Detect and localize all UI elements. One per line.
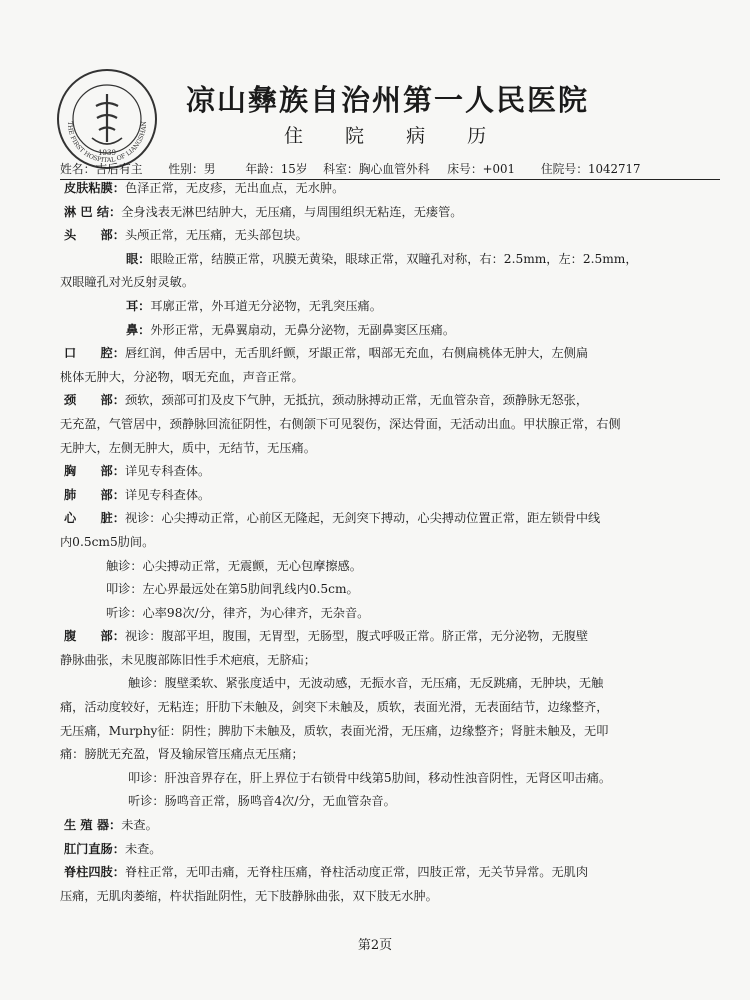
sex-label: 性别： (168, 162, 204, 176)
bed-label: 床号： (447, 162, 483, 176)
exam-line: 生 殖 器：未查。 (64, 818, 158, 833)
patient-bed: +001 (482, 162, 516, 176)
record-title: 住 院 病 历 (284, 125, 505, 147)
exam-line: 叩诊：肝浊音界存在，肝上界位于右锁骨中线第5肋间，移动性浊音阴性，无肾区叩击痛。 (128, 770, 612, 785)
exam-line: 腹 部：视诊：腹部平坦，腹围，无胃型，无肠型，腹式呼吸正常。脐正常，无分泌物，无腹壁 (64, 629, 589, 644)
exam-line: 内0.5cm5肋间。 (60, 534, 155, 549)
svg-text:1939: 1939 (98, 149, 116, 157)
dept-label: 科室： (323, 162, 359, 176)
exam-line: 颈 部：颈软，颈部可扪及皮下气肿，无抵抗，颈动脉搏动正常，无血管杂音，颈静脉无怒张， (64, 393, 589, 408)
exam-line: 耳：耳廓正常，外耳道无分泌物，无乳突压痛。 (126, 298, 382, 313)
admission-number: 1042717 (588, 162, 641, 176)
exam-line: 皮肤粘膜：色泽正常，无皮疹，无出血点，无水肿。 (64, 181, 345, 195)
exam-line: 无肿大，左侧无肿大，质中，无结节，无压痛。 (60, 440, 316, 455)
patient-age: 15岁 (280, 162, 308, 176)
exam-line: 压痛，无肌肉萎缩，杵状指趾阴性，无下肢静脉曲张，双下肢无水肿。 (60, 888, 438, 903)
exam-line: 痛，活动度较好，无粘连；肝肋下未触及，剑突下未触及，质软，表面光滑，无表面结节，边缘整齐， (60, 700, 609, 715)
exam-line: 无充盈，气管居中，颈静脉回流征阴性，右侧颌下可见裂伤，深达骨面，无活动出血。甲状腺正常，右侧 (60, 416, 621, 431)
patient-dept: 胸心血管外科 (358, 162, 430, 176)
name-label: 姓名： (60, 162, 96, 176)
exam-line: 肺 部：详见专科查体。 (64, 487, 211, 502)
exam-line: 叩诊：左心界最远处在第5肋间乳线内0.5cm。 (106, 582, 359, 597)
exam-line: 眼：眼睑正常，结膜正常，巩膜无黄染，眼球正常，双瞳孔对称，右：2.5mm，左：2.5mm， (126, 251, 638, 266)
exam-body (60, 177, 724, 908)
exam-line: 脊柱四肢：脊柱正常，无叩击痛，无脊柱压痛，脊柱活动度正常，四肢正常，无关节异常。无肌肉 (64, 865, 589, 880)
exam-line: 听诊：肠鸣音正常，肠鸣音4次/分，无血管杂音。 (128, 794, 396, 809)
exam-line: 胸 部：详见专科查体。 (64, 464, 211, 479)
exam-line: 桃体无肿大，分泌物，咽无充血，声音正常。 (60, 369, 304, 384)
exam-line: 心 脏：视诊：心尖搏动正常，心前区无隆起，无剑突下搏动，心尖搏动位置正常，距左锁骨中线 (64, 511, 601, 526)
patient-sex: 男 (203, 162, 216, 176)
exam-line: 口 腔：唇红润，伸舌居中，无舌肌纤颤，牙龈正常，咽部无充血，右侧扁桃体无肿大，左侧扁 (64, 346, 589, 361)
exam-line: 听诊：心率98次/分，律齐，为心律齐，无杂音。 (106, 605, 370, 620)
svg-text:THE FIRST HOSPITAL OF LIANGSHA: THE FIRST HOSPITAL OF LIANGSHAN (65, 121, 149, 165)
page-number: 第2页 (357, 938, 393, 953)
exam-line: 痛：膀胱无充盈，肾及输尿管压痛点无压痛； (60, 747, 304, 762)
admit-label: 住院号： (540, 162, 589, 176)
exam-line: 双眼瞳孔对光反射灵敏。 (60, 275, 195, 290)
exam-line: 肛门直肠：未查。 (64, 841, 162, 856)
exam-line: 静脉曲张，未见腹部陈旧性手术疤痕，无脐疝； (60, 652, 316, 667)
exam-line: 鼻：外形正常，无鼻翼扇动，无鼻分泌物，无副鼻窦区压痛。 (126, 322, 456, 337)
patient-name: 吉后有主 (95, 162, 143, 176)
age-label: 年龄： (245, 162, 281, 176)
hospital-name: 凉山彝族自治州第一人民医院 (186, 83, 590, 117)
exam-line: 头 部：头颅正常，无压痛，无头部包块。 (64, 228, 308, 243)
exam-line: 无压痛，Murphy征：阴性；脾肋下未触及，质软，表面光滑，无压痛，边缘整齐；肾脏未触及，无叩 (60, 723, 609, 738)
exam-line: 淋 巴 结：全身浅表无淋巴结肿大，无压痛，与周围组织无粘连，无瘘管。 (64, 204, 463, 219)
exam-line: 触诊：心尖搏动正常，无震颤，无心包摩擦感。 (106, 558, 362, 573)
exam-line: 触诊：腹壁柔软、紧张度适中，无波动感，无振水音，无压痛，无反跳痛，无肿块，无触 (128, 676, 604, 691)
hospital-logo-seal (56, 68, 158, 170)
